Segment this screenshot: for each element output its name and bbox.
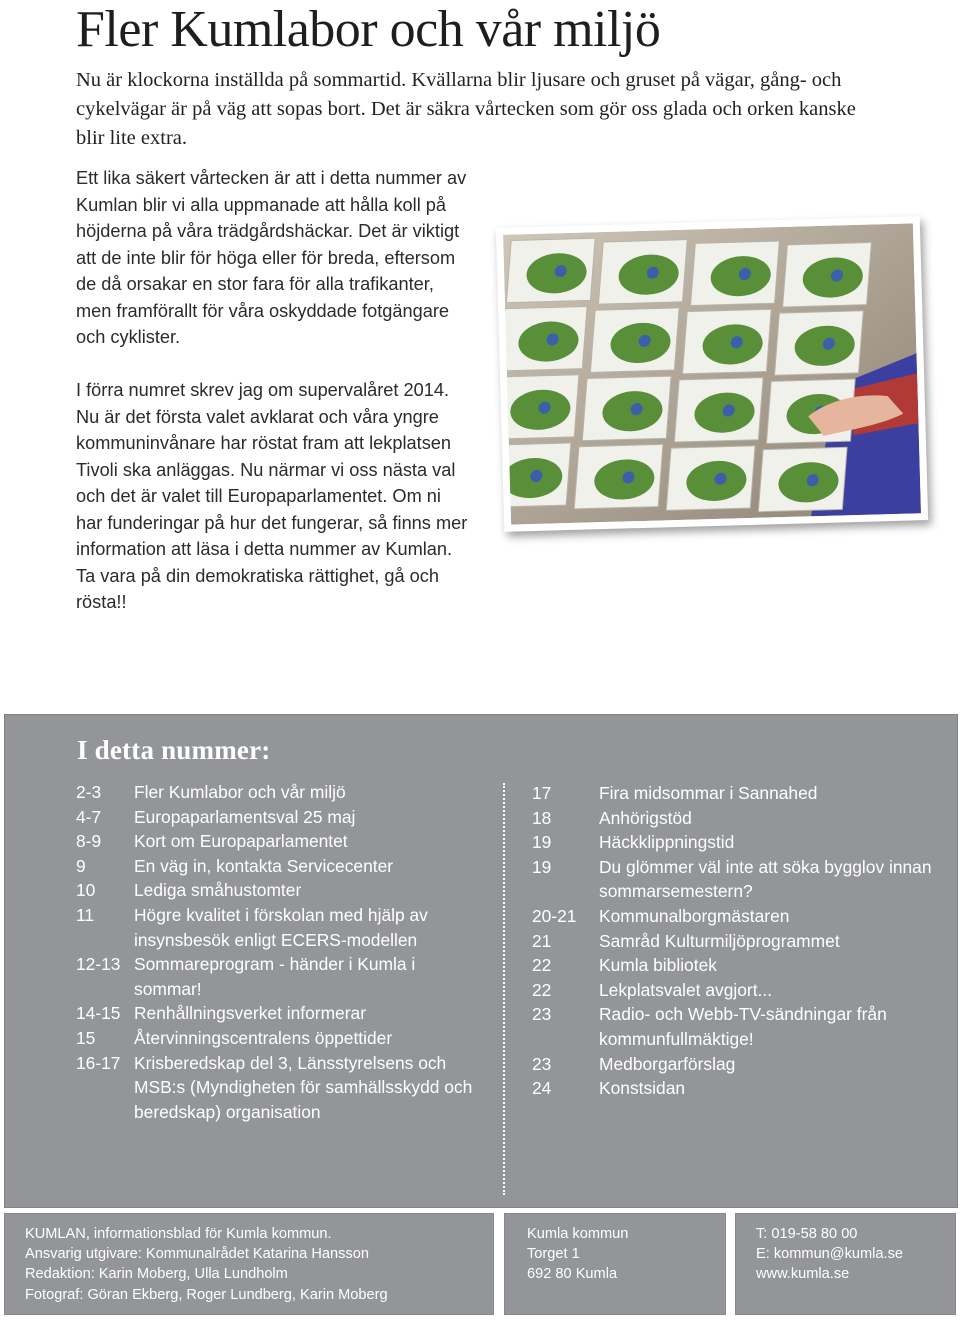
contents-item	[76, 1051, 476, 1125]
contents-item	[76, 878, 476, 903]
contents-title: Kort om Europaparlamentet	[134, 831, 348, 852]
contents-item	[532, 830, 932, 855]
contents-divider	[503, 783, 505, 1195]
footer-email[interactable]: E: kommun@kumla.se	[756, 1246, 904, 1263]
contents-page-number: 23	[532, 1053, 552, 1074]
footer-address	[504, 1213, 726, 1315]
contents-item	[532, 1052, 932, 1077]
ballot-card	[783, 242, 872, 307]
footer-website[interactable]: www.kumla.se	[756, 1266, 850, 1283]
intro-paragraph: Nu är klockorna inställda på sommartid. Kvällarna blir ljusare och gruset på vägar, gång- och cykelvägar är på väg att sopas bort. Det är säkra vårtecken som gör oss glada och orken kanske blir lite extra.	[76, 69, 856, 149]
page-title: Fler Kumlabor och vår miljö	[76, 1, 661, 58]
contents-title: Europaparlamentsval 25 maj	[134, 806, 356, 827]
ballot-card	[503, 306, 587, 371]
ballot-photo-illustration	[503, 223, 921, 524]
ballot-card	[674, 378, 763, 443]
contents-page-number: 20-21	[532, 905, 577, 926]
contents-heading: I detta nummer:	[77, 735, 271, 765]
contents-item	[532, 978, 932, 1003]
body-paragraph-election: I förra numret skrev jag om supervalåret 2014. Nu är det första valet avklarat och våra yngre kommuninvånare har röstat fram att lekplatsen Tivoli ska anläggas. Nu närmar vi oss nästa val och det är valet till Europaparlamentet. Om ni har funderingar på hur det fungerar, så finns mer information att läsa i detta nummer av Kumlan. Ta vara på din demokratiska rättighet, gå och rösta!!	[76, 380, 468, 612]
contents-title: Sommareprogram - händer i Kumla i sommar!	[134, 954, 416, 999]
footer-phone: T: 019-58 80 00	[756, 1226, 858, 1242]
footer-line: Fotograf: Göran Ekberg, Roger Lundberg, Karin Moberg	[25, 1286, 388, 1303]
contents-item	[532, 953, 932, 978]
contents-title: Konstsidan	[599, 1078, 686, 1099]
contents-page-number: 23	[532, 1004, 552, 1025]
contents-item	[76, 1026, 476, 1051]
ballot-card	[503, 443, 571, 508]
contents-item	[76, 903, 476, 952]
ballot-card	[506, 238, 595, 303]
footer-line: KUMLAN, informationsblad för Kumla kommun.	[25, 1226, 332, 1242]
footer-publication-info	[4, 1213, 494, 1315]
contents-title: Häckklippningstid	[599, 832, 735, 853]
contents-title: Fira midsommar i Sannahed	[599, 783, 818, 803]
ballot-card	[590, 308, 679, 373]
contents-item	[76, 805, 476, 830]
contents-page-number: 22	[532, 979, 552, 1000]
contents-item	[532, 904, 932, 929]
footer-line: 692 80 Kumla	[527, 1266, 618, 1283]
ballot-card	[691, 241, 780, 306]
footer-line: Torget 1	[527, 1246, 580, 1263]
contents-list-right	[532, 781, 932, 1101]
contents-title: Samråd Kulturmiljöprogrammet	[599, 930, 840, 951]
contents-page-number: 22	[532, 955, 552, 976]
contents-page-number: 8-9	[76, 831, 102, 852]
ballot-card	[666, 446, 755, 511]
contents-page-number: 14-15	[76, 1003, 121, 1024]
contents-title: Renhållningsverket informerar	[134, 1003, 366, 1024]
contents-page-number: 15	[76, 1027, 96, 1048]
contents-item	[76, 780, 476, 805]
contents-panel	[4, 714, 958, 1208]
contents-page-number: 2-3	[76, 782, 102, 802]
contents-page-number: 24	[532, 1078, 552, 1099]
ballot-card	[598, 240, 687, 305]
contents-title: Anhörigstöd	[599, 807, 692, 828]
ballot-card	[682, 309, 771, 374]
contents-title: Du glömmer väl inte att söka bygglov innan sommarsemestern?	[599, 856, 932, 902]
contents-item	[76, 854, 476, 879]
contents-item	[532, 1076, 932, 1101]
contents-page-number: 21	[532, 930, 552, 951]
contents-title: Krisberedskap del 3, Länsstyrelsens och MSB:s (Myndigheten för samhällsskydd och beredskap) organisation	[134, 1052, 473, 1122]
ballot-card	[758, 447, 847, 512]
ballot-card	[574, 444, 663, 509]
contents-title: Lediga småhustomter	[134, 880, 302, 901]
contents-page-number: 12-13	[76, 954, 121, 975]
contents-title: En väg in, kontakta Servicecenter	[134, 855, 394, 876]
contents-title: Högre kvalitet i förskolan med hjälp av insynsbesök enligt ECERS-modellen	[134, 904, 428, 950]
footer-line: Redaktion: Karin Moberg, Ulla Lundholm	[25, 1266, 288, 1283]
ballot-card	[503, 375, 579, 440]
contents-item	[76, 952, 476, 1001]
ballot-card	[775, 311, 864, 376]
contents-page-number: 17	[532, 783, 552, 803]
footer-line: Ansvarig utgivare: Kommunalrådet Katarina Hansson	[25, 1246, 369, 1263]
contents-title: Lekplatsvalet avgjort...	[599, 979, 773, 1000]
contents-page-number: 19	[532, 856, 552, 877]
contents-item	[532, 855, 932, 904]
body-paragraph-hedges: Ett lika säkert vårtecken är att i detta nummer av Kumlan blir vi alla uppmanade att hålla koll på höjderna på våra trädgårdshäckar. Det är viktigt att de inte blir för höga eller för breda, eftersom de då orsakar en stor fara för alla trafikanter, men framförallt för våra oskyddade fotgängare och cyklister.	[76, 168, 467, 347]
contents-page-number: 10	[76, 880, 96, 901]
ballot-photo	[496, 216, 928, 532]
contents-page-number: 11	[76, 904, 95, 925]
contents-title: Kumla bibliotek	[599, 955, 717, 976]
contents-title: Medborgarförslag	[599, 1053, 736, 1074]
contents-item	[532, 1002, 932, 1051]
contents-page-number: 9	[76, 855, 86, 876]
contents-item	[76, 829, 476, 854]
footer-line: Kumla kommun	[527, 1226, 629, 1242]
contents-list-left	[76, 780, 476, 1124]
contents-item	[76, 1001, 476, 1026]
contents-item	[532, 806, 932, 831]
contents-item	[532, 929, 932, 954]
contents-page-number: 4-7	[76, 806, 102, 827]
contents-title: Återvinningscentralens öppettider	[134, 1027, 393, 1048]
ballot-card	[582, 376, 671, 441]
contents-page-number: 18	[532, 807, 552, 828]
contents-page-number: 16-17	[76, 1052, 121, 1073]
footer-contact	[735, 1213, 956, 1315]
contents-title: Radio- och Webb-TV-sändningar från kommunfullmäktige!	[599, 1004, 887, 1049]
contents-page-number: 19	[532, 832, 552, 853]
contents-item	[532, 781, 932, 806]
contents-title: Fler Kumlabor och vår miljö	[134, 782, 346, 802]
contents-title: Kommunalborgmästaren	[599, 905, 790, 926]
